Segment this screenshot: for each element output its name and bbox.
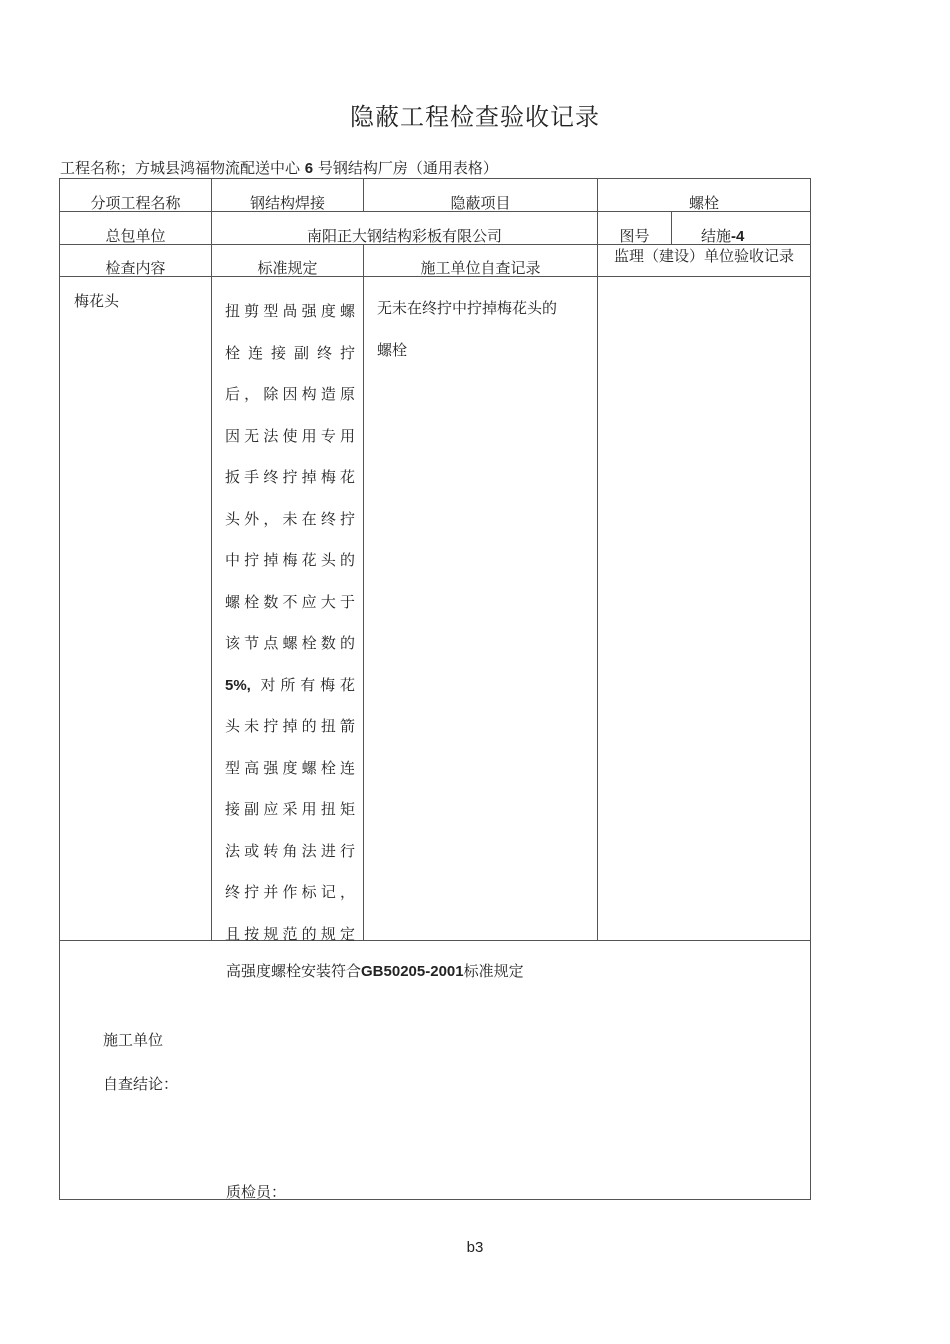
project-building-number: 6: [304, 160, 314, 177]
hidden-item-value: 螺栓: [688, 194, 719, 212]
standard-line: 头未拧掉的扭箭: [225, 717, 355, 735]
table-border-right: [810, 178, 811, 1200]
standard-line: 扭剪型咼强度螺: [225, 302, 355, 320]
table-col-divider-3: [597, 178, 598, 941]
table-border-top: [59, 178, 811, 179]
self-check-record: [377, 287, 592, 371]
sub-project-value: 钢结构焊接: [249, 194, 325, 212]
table-border-left: [59, 178, 60, 1200]
drawing-number-digit: -4: [731, 228, 745, 245]
conclusion-text-suffix: 标准规定: [463, 962, 524, 980]
conclusion-standard-code: GB50205-2001: [361, 963, 464, 980]
table-border-bottom: [59, 1199, 811, 1200]
standard-percent: 5%,: [225, 676, 251, 694]
hidden-item-label: 隐蔽项目: [450, 194, 511, 212]
contractor-label: 总包单位: [105, 227, 166, 245]
standard-line: 后，除因构造原: [225, 385, 355, 403]
project-name-suffix: 号钢结构厂房（通用表格）: [317, 159, 498, 177]
conclusion-text-prefix: 高强度螺栓安装符合: [226, 962, 362, 980]
self-check-line: 无未在终拧中拧掉梅花头的: [377, 299, 558, 317]
standard-line: 接副应采用扭矩: [225, 800, 355, 818]
conclusion-label-line2: 自查结论：: [103, 1075, 179, 1093]
inspector-label: 质检员：: [226, 1183, 287, 1201]
standard-line: 中拧掉梅花头的: [225, 551, 355, 569]
standard-line: 且按规范的规定: [225, 924, 355, 943]
standard-text: [225, 291, 355, 955]
header-self-check: 施工单位自查记录: [420, 259, 541, 277]
standard-line: 头外，未在终拧: [225, 509, 355, 528]
standard-line: 法或转角法进行: [225, 841, 355, 860]
standard-line-percent: [225, 665, 355, 707]
drawing-number-prefix: 结施: [701, 227, 732, 245]
standard-line: 终拧并作标记，: [225, 883, 355, 901]
conclusion-label: [103, 1018, 178, 1106]
header-check-content: 检查内容: [105, 259, 166, 277]
conclusion-label-line1: 施工单位: [103, 1031, 164, 1049]
header-supervision: 监理（建设）单位验收记录: [613, 247, 794, 265]
table-col-divider-2b: [363, 244, 364, 941]
document-title: 隐蔽工程检查验收记录: [350, 103, 600, 131]
page-number: b3: [466, 1239, 484, 1256]
standard-line: 因无法使用专用: [225, 426, 355, 445]
drawing-number-label: 图号: [619, 227, 650, 245]
table-col-divider-4: [671, 211, 672, 245]
standard-line: 栓连接副终拧: [225, 343, 355, 362]
conclusion-text: [226, 960, 524, 981]
sub-project-label: 分项工程名称: [90, 194, 181, 212]
project-name-label: 工程名称；方城县鸿福物流配送中心: [60, 159, 301, 177]
standard-line: 螺栓数不应大于: [225, 592, 355, 611]
project-name-line: [60, 157, 498, 178]
standard-line: 对所有梅花: [260, 675, 355, 694]
table-col-divider-1: [211, 178, 212, 941]
table-row-divider-4: [59, 940, 811, 941]
inspection-item: 梅花头: [74, 292, 120, 310]
self-check-line: 螺栓: [377, 341, 408, 359]
contractor-value: 南阳正大钢结构彩板有限公司: [306, 227, 502, 245]
header-supervision-clip: [598, 245, 810, 276]
header-standard: 标准规定: [257, 259, 318, 277]
standard-line: 扳手终拧掉梅花: [225, 468, 355, 486]
standard-line: 型高强度螺栓连: [225, 758, 355, 777]
standard-line: 该节点螺栓数的: [225, 634, 355, 652]
drawing-number-value: [701, 225, 744, 246]
